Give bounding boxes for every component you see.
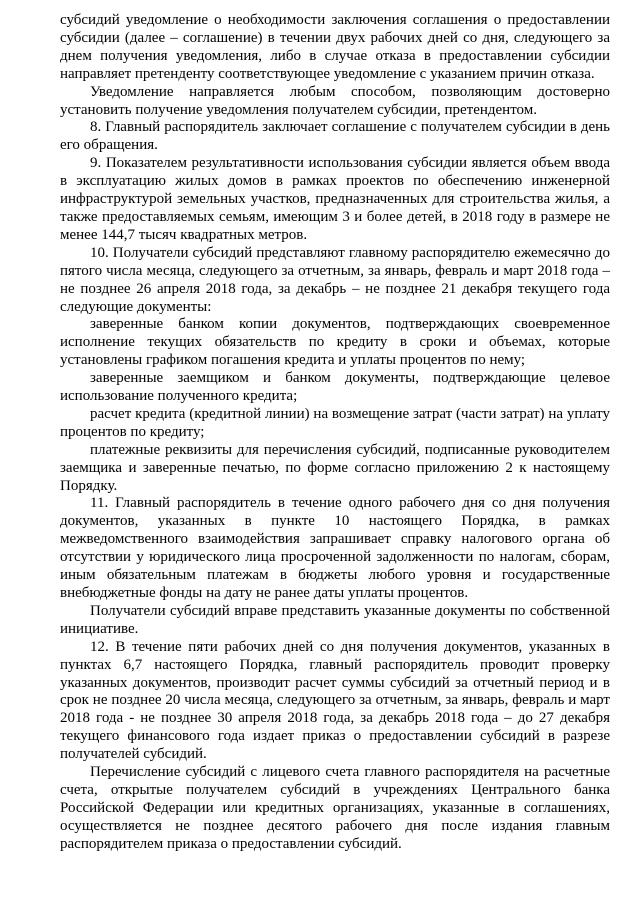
paragraph-item-10-payment-details: платежные реквизиты для перечисления субсидий, подписанные руководителем заемщика и заверенные печатью, по форме согласно приложению 2 к настоящему Порядку. bbox=[60, 441, 610, 494]
paragraph-notification-method: Уведомление направляется любым способом, позволяющим достоверно установить получение уведомления получателем субсидии, претендентом. bbox=[60, 83, 610, 118]
paragraph-item-9: 9. Показателем результативности использования субсидии является объем ввода в эксплуатацию жилых домов в рамках проектов по обеспечению инженерной инфраструктурой земельных участков, предназначенных для строительства жилья, а также предоставляемых семьям, имеющим 3 и более детей, в 2018 году в размере не менее 144,7 тысяч квадратных метров. bbox=[60, 155, 610, 243]
paragraph-item-12: 12. В течение пяти рабочих дней со дня получения документов, указанных в пунктах 6,7 настоящего Порядка, главный распорядитель проводит проверку указанных документов, производит расчет суммы субсидий за отчетный период и в срок не позднее 20 числа месяца, следующего за отчетным, за январь, февраль и март 2018 года - не позднее 30 апреля 2018 года, за декабрь 2018 года – до 27 декабря текущего финансового года издает приказ о предоставлении субсидий в разрезе получателей субсидий. bbox=[60, 638, 610, 763]
paragraph-item-8: 8. Главный распорядитель заключает соглашение с получателем субсидии в день его обращения. bbox=[60, 119, 610, 154]
paragraph-item-11-own-initiative: Получатели субсидий вправе представить указанные документы по собственной инициативе. bbox=[60, 602, 610, 637]
paragraph-item-10: 10. Получатели субсидий представляют главному распорядителю ежемесячно до пятого числа месяца, следующего за отчетным, за январь, февраль и март 2018 года – не позднее 26 апреля 2018 года, за декабрь – не позднее 21 декабря текущего года следующие документы: bbox=[60, 244, 610, 315]
paragraph-item-11: 11. Главный распорядитель в течение одного рабочего дня со дня получения документов, указанных в пункте 10 настоящего Порядка, в рамках межведомственного взаимодействия запрашивает справку налогового органа об отсутствии у юридического лица просроченной задолженности по налогам, сборам, иным обязательным платежам в бюджеты любого уровня и государственные внебюджетные фонды на дату не ранее даты уплаты процентов. bbox=[60, 495, 610, 601]
paragraph-item-10-credit-calculation: расчет кредита (кредитной линии) на возмещение затрат (части затрат) на уплату процентов по кредиту; bbox=[60, 405, 610, 440]
document-page bbox=[60, 12, 610, 854]
paragraph-item-10-bank-copies: заверенные банком копии документов, подтверждающих своевременное исполнение текущих обязательств по кредиту в сроки и объемах, которые установлены графиком погашения кредита и уплаты процентов по нему; bbox=[60, 316, 610, 369]
paragraph-continuation: субсидий уведомление о необходимости заключения соглашения о предоставлении субсидии (далее – соглашение) в течении двух рабочих дней со дня, следующего за днем получения уведомления, либо в случае отказа в предоставлении субсидии направляет претенденту соответствующее уведомление с указанием причин отказа. bbox=[60, 12, 610, 82]
paragraph-item-12-transfer: Перечисление субсидий с лицевого счета главного распорядителя на расчетные счета, открытые получателем субсидий в учреждениях Центрального банка Российской Федерации или кредитных организациях, указанные в соглашениях, осуществляется не позднее десятого рабочего дня после издания главным распорядителем приказа о предоставлении субсидий. bbox=[60, 764, 610, 852]
paragraph-item-10-borrower-docs: заверенные заемщиком и банком документы, подтверждающие целевое использование полученного кредита; bbox=[60, 370, 610, 405]
